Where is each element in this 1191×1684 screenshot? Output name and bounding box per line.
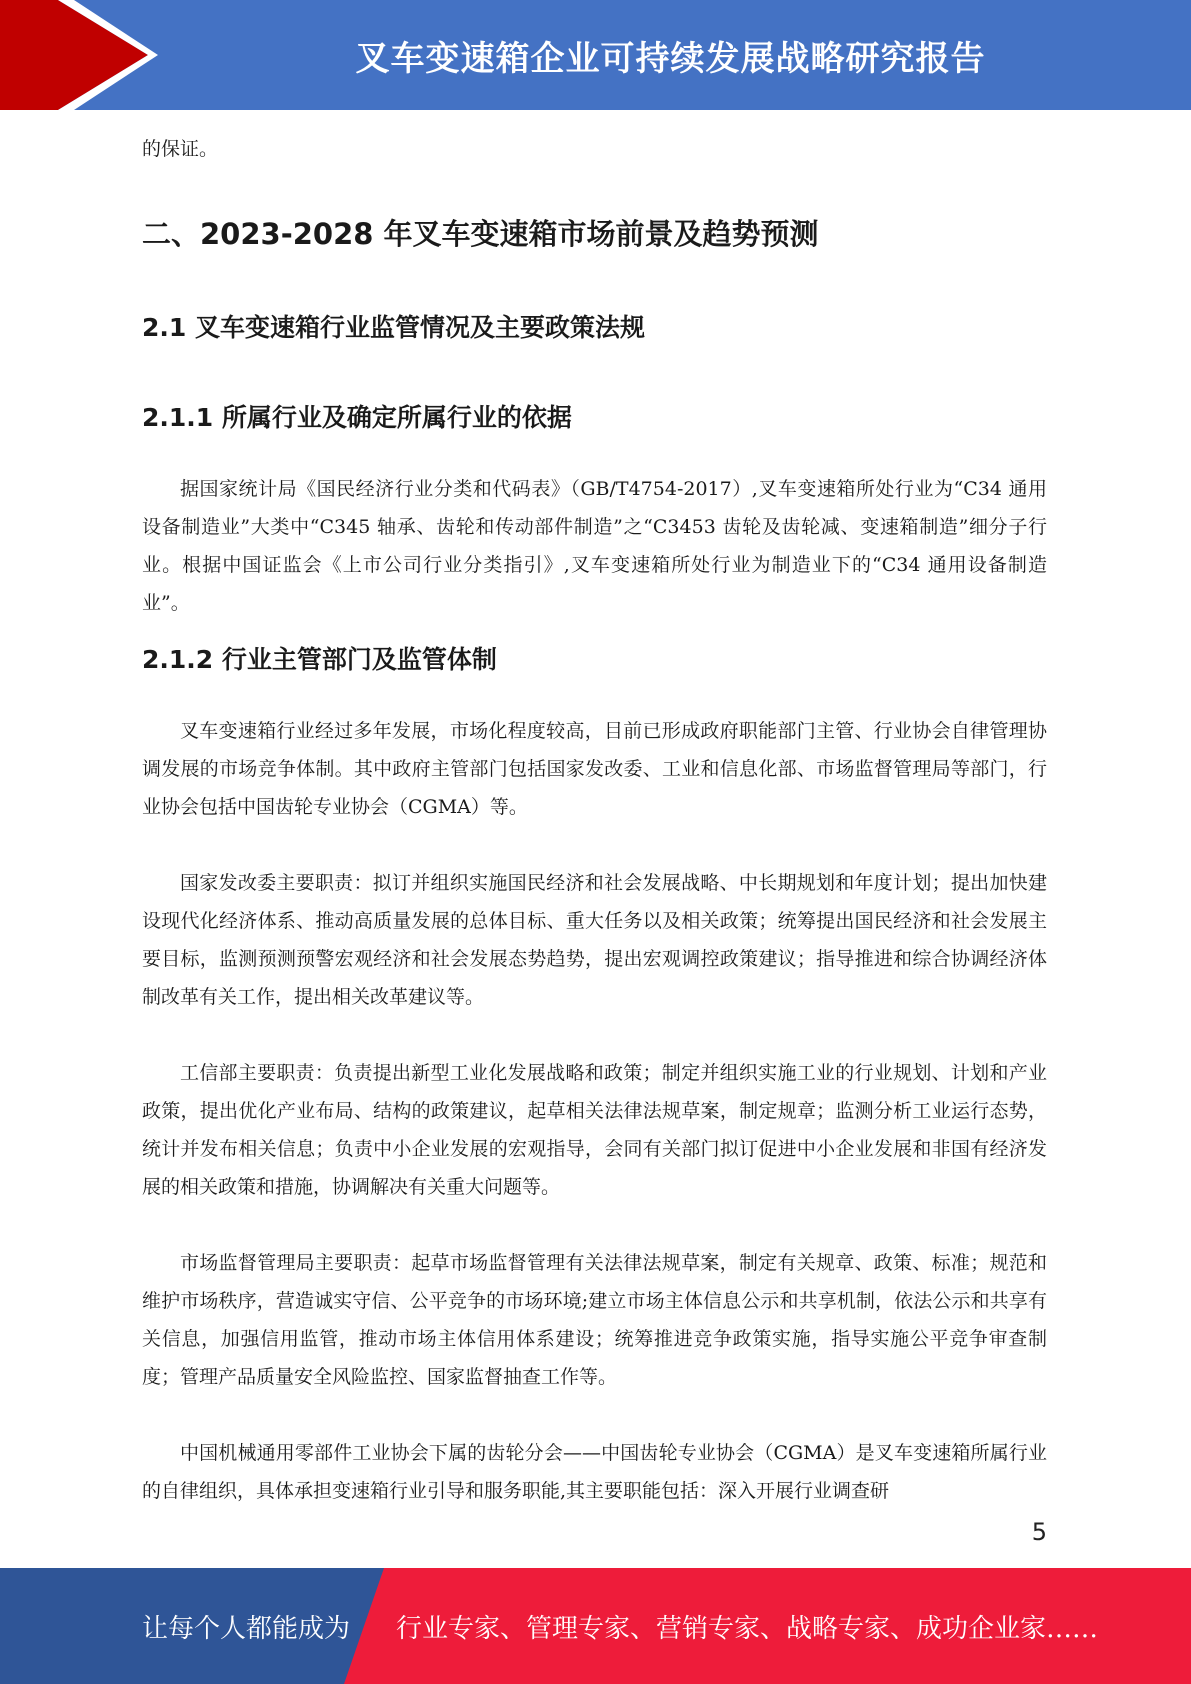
footer-slogan-left: 让每个人都能成为 xyxy=(142,1613,351,1644)
header-title: 叉车变速箱企业可持续发展战略研究报告 xyxy=(355,38,986,79)
page-number: 5 xyxy=(1031,1518,1047,1546)
paragraph-miit-duties: 工信部主要职责：负责提出新型工业化发展战略和政策；制定并组织实施工业的行业规划、计划和产业政策，提出优化产业布局、结构的政策建议，起草相关法律法规草案，制定规章；监测分析工业运行态势，统计并发布相关信息；负责中小企业发展的宏观指导，会同有关部门拟订促进中小企业发展和非国有经济发展的相关政策和措施，协调解决有关重大问题等。 xyxy=(142,1062,1047,1198)
paragraph-cgma: 中国机械通用零部件工业协会下属的齿轮分会——中国齿轮专业协会（CGMA）是叉车变速箱所属行业的自律组织，具体承担变速箱行业引导和服务职能,其主要职能包括：深入开展行业调查研 xyxy=(142,1442,1047,1502)
page-footer xyxy=(0,1568,1191,1684)
paragraph-industry-classification: 据国家统计局《国民经济行业分类和代码表》（GB/T4754-2017）,叉车变速箱所处行业为“C34 通用设备制造业”大类中“C345 轴承、齿轮和传动部件制造”之“C3453 齿轮及齿轮减、变速箱制造”细分子行业。根据中国证监会《上市公司行业分类指引》,叉车变速箱所处行业为制造业下的“C34 通用设备制造业”。 xyxy=(142,478,1047,614)
continuation-text: 的保证。 xyxy=(142,138,219,160)
paragraph-ndrc-duties: 国家发改委主要职责：拟订并组织实施国民经济和社会发展战略、中长期规划和年度计划；提出加快建设现代化经济体系、推动高质量发展的总体目标、重大任务以及相关政策；统筹提出国民经济和社会发展主要目标，监测预测预警宏观经济和社会发展态势趋势，提出宏观调控政策建议；指导推进和综合协调经济体制改革有关工作，提出相关改革建议等。 xyxy=(142,872,1047,1008)
document-body xyxy=(142,130,1047,1510)
header-red-chevron xyxy=(0,0,148,110)
chapter-heading: 二、2023-2028 年叉车变速箱市场前景及趋势预测 xyxy=(142,217,819,251)
paragraph-regulatory-system: 叉车变速箱行业经过多年发展，市场化程度较高，目前已形成政府职能部门主管、行业协会自律管理协调发展的市场竞争体制。其中政府主管部门包括国家发改委、工业和信息化部、市场监督管理局等部门，行业协会包括中国齿轮专业协会（CGMA）等。 xyxy=(142,720,1047,818)
subsection-heading-2: 2.1.2 行业主管部门及监管体制 xyxy=(142,645,497,674)
paragraph-samr-duties: 市场监督管理局主要职责：起草市场监督管理有关法律法规草案，制定有关规章、政策、标准；规范和维护市场秩序，营造诚实守信、公平竞争的市场环境;建立市场主体信息公示和共享机制，依法公示和共享有关信息，加强信用监管，推动市场主体信用体系建设；统筹推进竞争政策实施，指导实施公平竞争审查制度；管理产品质量安全风险监控、国家监督抽查工作等。 xyxy=(142,1252,1047,1388)
page-header xyxy=(0,0,1191,110)
section-heading: 2.1 叉车变速箱行业监管情况及主要政策法规 xyxy=(142,313,645,342)
subsection-heading-1: 2.1.1 所属行业及确定所属行业的依据 xyxy=(142,403,572,432)
footer-slogan-right: 行业专家、管理专家、营销专家、战略专家、成功企业家…… xyxy=(396,1613,1099,1644)
